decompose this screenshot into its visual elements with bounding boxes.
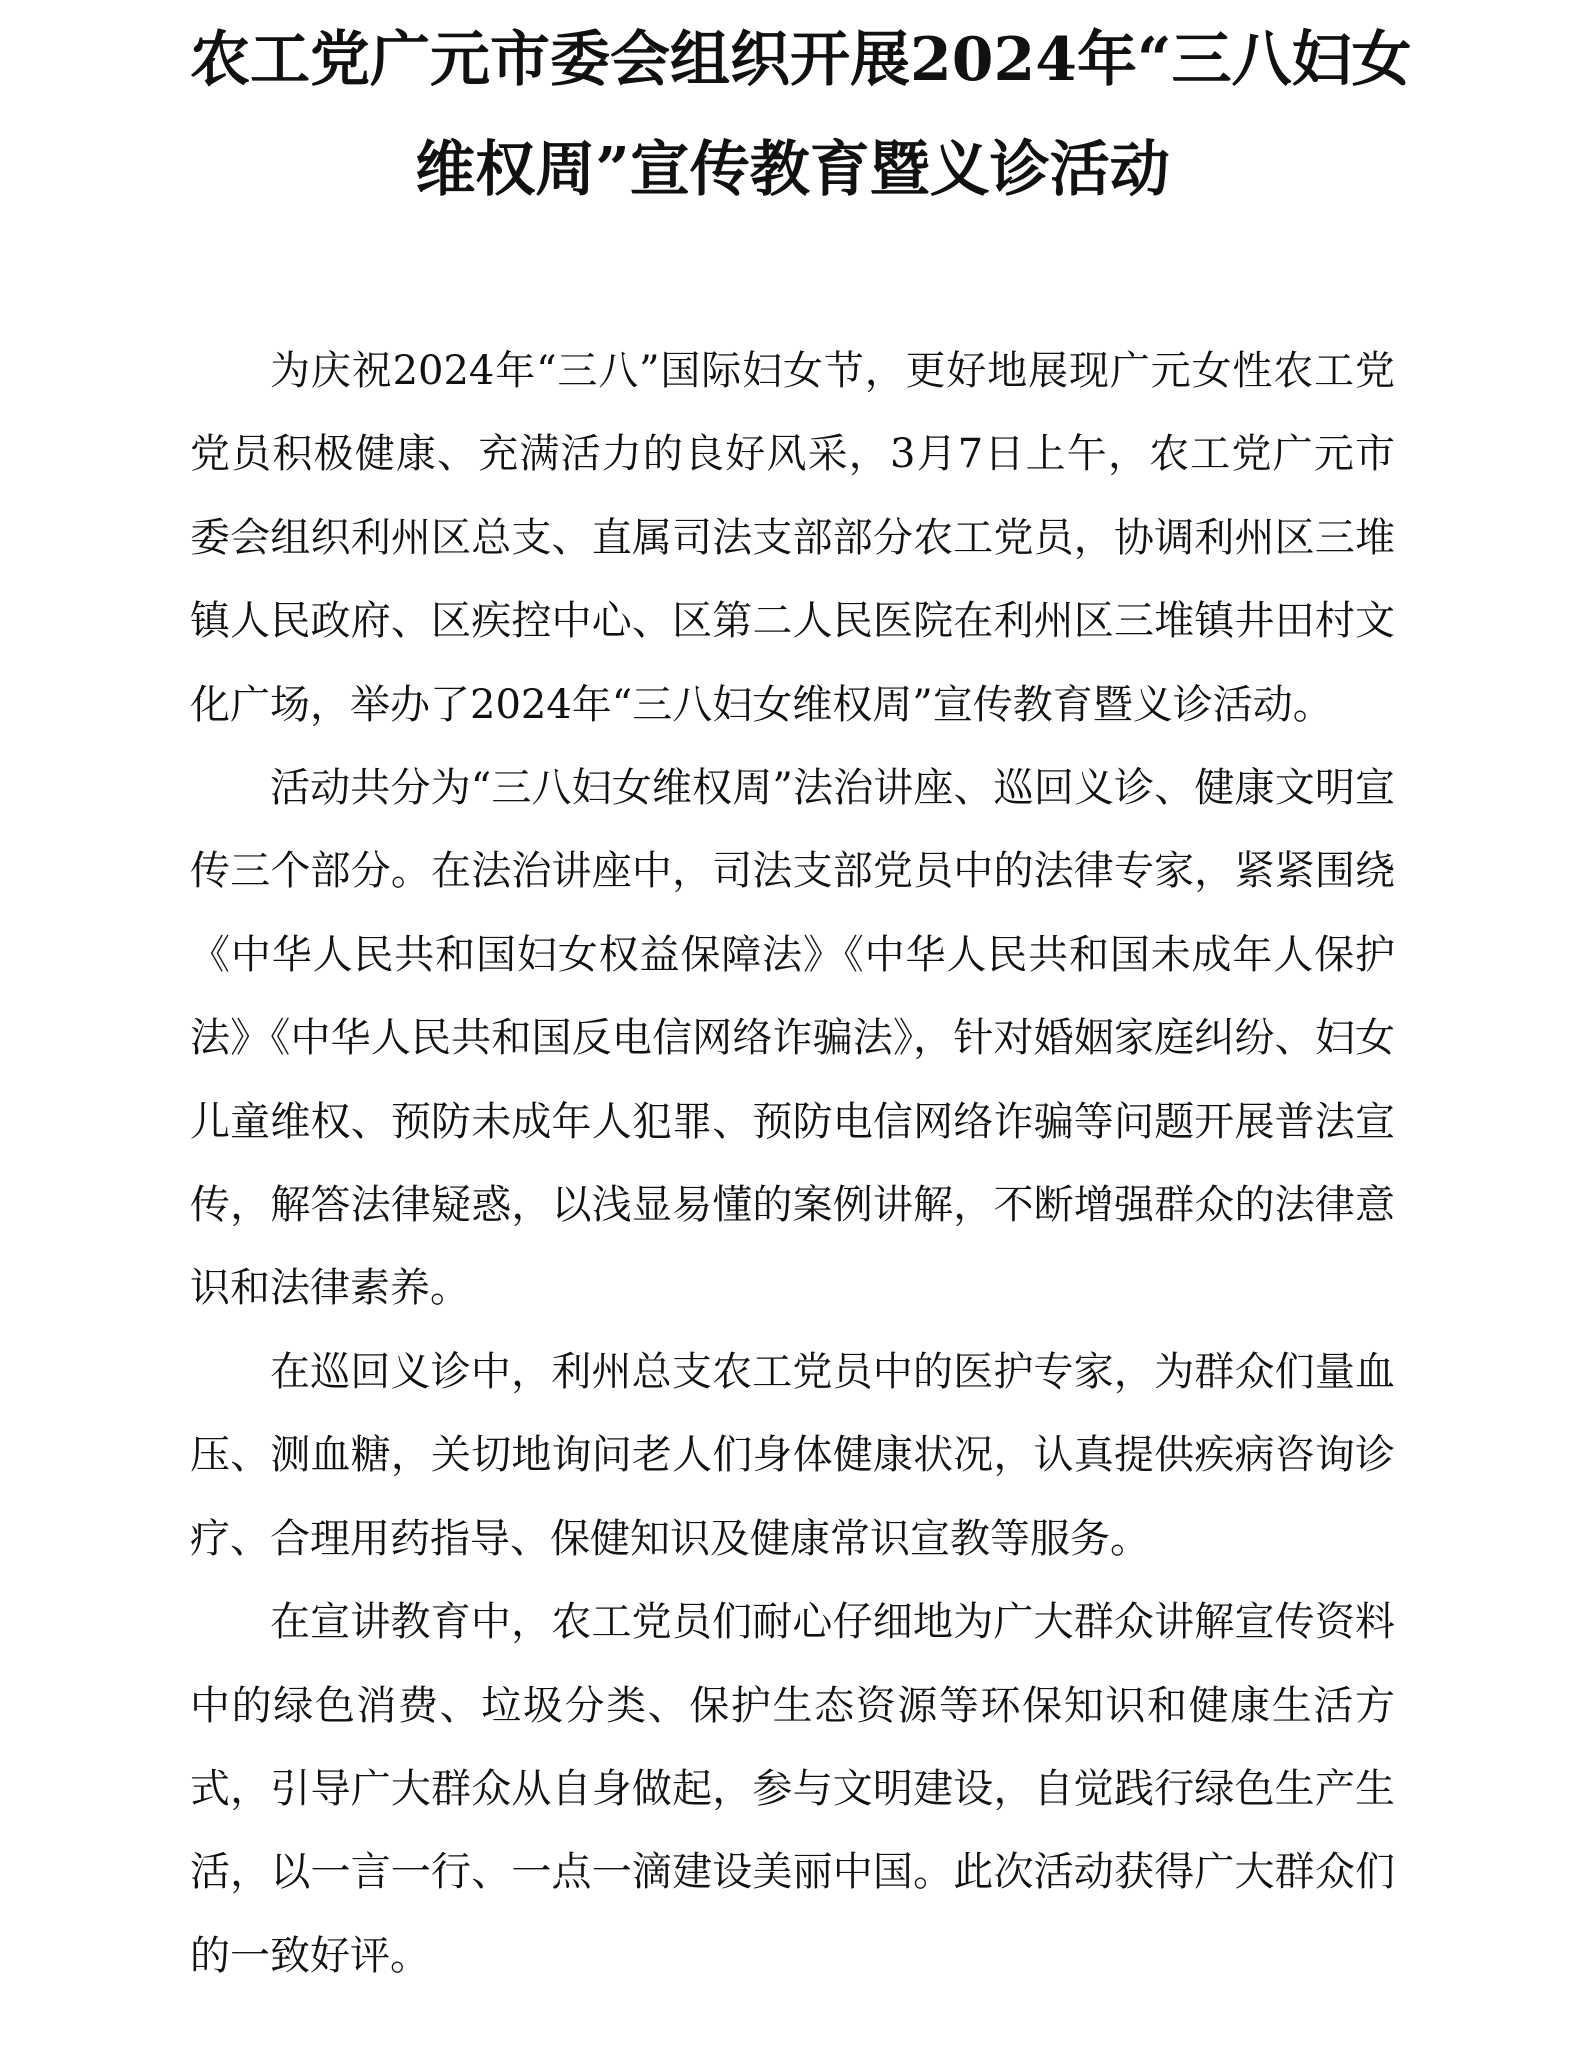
paragraph-intro: 为庆祝2024年“三八”国际妇女节，更好地展现广元女性农工党党员积极健康、充满活力的良好风采，3月7日上午，农工党广元市委会组织利州区总支、直属司法支部部分农工党员，协调利州区三堆镇人民政府、区疾控中心、区第二人民医院在利州区三堆镇井田村文化广场，举办了2024年“三八妇女维权周”宣传教育暨义诊活动。 [190,348,1395,728]
paragraph-education: 在宣讲教育中，农工党员们耐心仔细地为广大群众讲解宣传资料中的绿色消费、垃圾分类、保护生态资源等环保知识和健康生活方式，引导广大群众从自身做起，参与文明建设，自觉践行绿色生产生活，以一言一行、一点一滴建设美丽中国。此次活动获得广大群众们的一致好评。 [190,1599,1395,1979]
paragraph-activities: 活动共分为“三八妇女维权周”法治讲座、巡回义诊、健康文明宣传三个部分。在法治讲座中，司法支部党员中的法律专家，紧紧围绕《中华人民共和国妇女权益保障法》《中华人民共和国未成年人保护法》《中华人民共和国反电信网络诈骗法》，针对婚姻家庭纠纷、妇女儿童维权、预防未成年人犯罪、预防电信网络诈骗等问题开展普法宣传，解答法律疑惑，以浅显易懂的案例讲解，不断增强群众的法律意识和法律素养。 [190,765,1395,1312]
paragraph-clinic: 在巡回义诊中，利州总支农工党员中的医护专家，为群众们量血压、测血糖，关切地询问老人们身体健康状况，认真提供疾病咨询诊疗、合理用药指导、保健知识及健康常识宣教等服务。 [190,1348,1395,1562]
title-line-1: 农工党广元市委会组织开展2024年“三八妇女 [190,25,1412,95]
title-line-2: 维权周”宣传教育暨义诊活动 [415,135,1170,205]
document-page [190,0,1412,2050]
document-title [190,0,1412,225]
document-body [190,330,1395,1998]
